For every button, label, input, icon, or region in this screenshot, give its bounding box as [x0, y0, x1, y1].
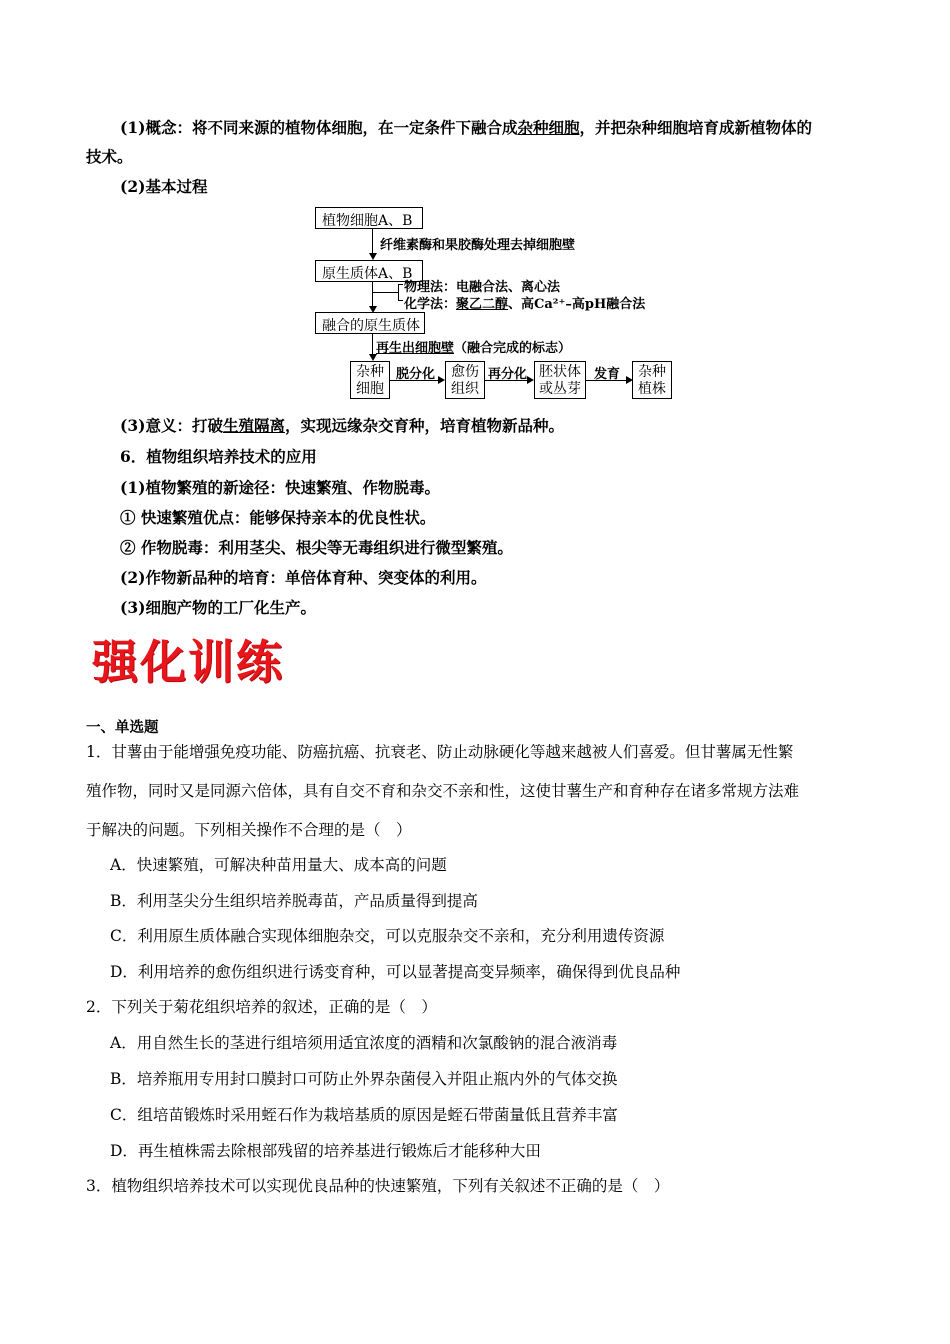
- method-chemical: [404, 293, 645, 312]
- chem-rest: 、高Ca²⁺–高pH融合法: [508, 297, 646, 312]
- training-banner: 强化训练: [92, 635, 284, 689]
- box-embryoid: [534, 361, 586, 399]
- concept-text-b: ，并把杂种细胞培育成新植物体的: [579, 118, 812, 137]
- apply-line-1: (1)植物繁殖的新途径：快速繁殖、作物脱毒。: [120, 478, 440, 497]
- meaning-underlined: 生殖隔离: [222, 416, 285, 435]
- apply-line-5: (3)细胞产物的工厂化生产。: [120, 598, 316, 617]
- chem-label: 化学法：: [404, 297, 457, 312]
- callus-line-2: 组织: [451, 381, 479, 397]
- step-enzyme: 纤维素酶和果胶酶处理去掉细胞壁: [380, 238, 576, 253]
- q2-option-d[interactable]: D．再生植株需去除根部残留的培养基进行锻炼后才能移种大田: [110, 1142, 541, 1160]
- box-callus: [445, 361, 485, 399]
- q2-option-a[interactable]: A．用自然生长的茎进行组培须用适宜浓度的酒精和次氯酸钠的混合液消毒: [110, 1034, 618, 1052]
- concept-line: [120, 116, 812, 138]
- plant-line-2: 植株: [638, 381, 666, 397]
- concept-text-a: 将不同来源的植物体细胞，在一定条件下融合成: [191, 118, 518, 137]
- apply-line-2: ① 快速繁殖优点：能够保持亲本的优良性状。: [120, 508, 436, 527]
- heading-6: 6．植物组织培养技术的应用: [120, 447, 317, 466]
- callus-line-1: 愈伤: [451, 364, 479, 380]
- plant-line-1: 杂种: [638, 364, 666, 380]
- q2-option-c[interactable]: C．组培苗锻炼时采用蛭石作为栽培基质的原因是蛭石带菌量低且营养丰富: [110, 1106, 618, 1124]
- process-label: (2)基本过程: [120, 177, 208, 196]
- section-title: 一、单选题: [86, 719, 159, 736]
- regen-underlined: 再生出细胞壁: [376, 341, 455, 356]
- concept-line-2: 技术。: [86, 147, 133, 166]
- embryo-line-1: 胚状体: [539, 364, 581, 380]
- concept-label: (1)概念：: [120, 118, 192, 137]
- apply-line-4: (2)作物新品种的培育：单倍体育种、突变体的利用。: [120, 568, 487, 587]
- q2-stem: 2．下列关于菊花组织培养的叙述，正确的是（ ）: [86, 998, 437, 1016]
- regen-rest: （融合完成的标志）: [454, 341, 572, 356]
- box-fused-protoplast: 融合的原生质体: [315, 312, 425, 334]
- q1-option-d[interactable]: D．利用培养的愈伤组织进行诱变育种，可以显著提高变异频率，确保得到优良品种: [110, 963, 681, 981]
- step-regen: [376, 337, 571, 356]
- meaning-line: [120, 414, 564, 436]
- label-redifferentiation: 再分化: [488, 367, 528, 382]
- q1-line-2: 殖作物，同时又是同源六倍体，具有自交不育和杂交不亲和性，这使甘薯生产和育种存在诸多常规方法难: [86, 782, 800, 800]
- q1-line-1: 1．甘薯由于能增强免疫功能、防癌抗癌、抗衰老、防止动脉硬化等越来越被人们喜爱。但甘薯属无性繁: [86, 743, 794, 761]
- hybrid-line-2: 细胞: [356, 381, 384, 397]
- label-dedifferentiation: 脱分化: [396, 367, 436, 382]
- q2-option-b[interactable]: B．培养瓶用专用封口膜封口可防止外界杂菌侵入并阻止瓶内外的气体交换: [110, 1070, 618, 1088]
- label-develop: 发育: [594, 367, 621, 382]
- hybrid-line-1: 杂种: [356, 364, 384, 380]
- box-hybrid-plant: [632, 361, 672, 399]
- method-physical: 物理法：电融合法、离心法: [404, 280, 561, 295]
- q1-line-3: 于解决的问题。下列相关操作不合理的是（ ）: [86, 821, 412, 839]
- q3-stem: 3．植物组织培养技术可以实现优良品种的快速繁殖，下列有关叙述不正确的是（ ）: [86, 1177, 670, 1195]
- q1-option-a[interactable]: A．快速繁殖，可解决种苗用量大、成本高的问题: [110, 856, 447, 874]
- box-hybrid-cell: [350, 361, 390, 399]
- chem-underlined: 聚乙二醇: [456, 297, 509, 312]
- embryo-line-2: 或丛芽: [539, 381, 581, 397]
- apply-line-3: ② 作物脱毒：利用茎尖、根尖等无毒组织进行微型繁殖。: [120, 538, 513, 557]
- box-protoplasts: 原生质体A、B: [315, 260, 423, 282]
- box-plant-cells: 植物细胞A、B: [315, 207, 423, 229]
- q1-option-c[interactable]: C．利用原生质体融合实现体细胞杂交，可以克服杂交不亲和，充分利用遗传资源: [110, 927, 665, 945]
- meaning-b: ，实现远缘杂交育种，培育植物新品种。: [284, 416, 564, 435]
- meaning-a: (3)意义：打破: [120, 416, 223, 435]
- concept-underlined: 杂种细胞: [517, 118, 580, 137]
- q1-option-b[interactable]: B．利用茎尖分生组织培养脱毒苗，产品质量得到提高: [110, 892, 478, 910]
